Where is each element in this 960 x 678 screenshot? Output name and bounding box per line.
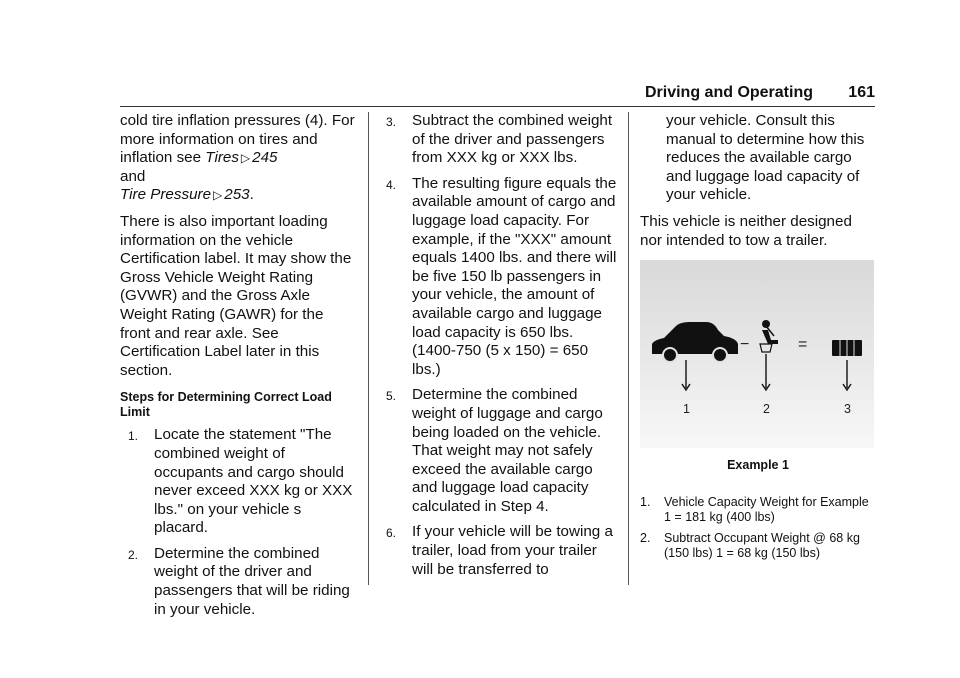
header-rule [120, 106, 875, 107]
list-item [640, 531, 876, 561]
page-ref-253[interactable]: 253 [224, 186, 250, 204]
car-icon [652, 322, 738, 390]
section-title: Driving and Operating [644, 84, 813, 101]
step-text: Determine the combined weight of luggage and cargo being loaded on the vehicle. That weight may not safely exceed the available cargo and luggage load capacity calculated in Step 4. [412, 386, 603, 515]
minus-sign: − [740, 336, 750, 354]
list-text: Subtract Occupant Weight @ 68 kg (150 lbs) 1 = 68 kg (150 lbs) [664, 530, 860, 560]
arrow-circle-icon: ▷ [213, 188, 223, 203]
figure-label: 3 [844, 402, 851, 417]
step-text: Locate the statement "The combined weight of occupants and cargo should never exceed XXX kg or XXX lbs." on your vehicle s placard. [154, 426, 353, 537]
conjunction-text: and [120, 167, 146, 185]
link-tire-pressure[interactable]: Tire Pressure [120, 186, 212, 204]
page-header [120, 84, 875, 104]
list-number: 2. [640, 530, 651, 545]
column-1 [120, 112, 358, 626]
step-continuation: your vehicle. Consult this manual to determine how this reduces the available cargo and luggage load capacity of your vehicle. [666, 112, 865, 204]
page-ref-245[interactable]: 245 [252, 149, 278, 167]
step-text: If your vehicle will be towing a trailer, load from your trailer will be transferred to [412, 523, 613, 578]
figure-label: 2 [763, 402, 770, 417]
column-2 [386, 112, 618, 586]
paragraph-certification: There is also important loading information on the vehicle Certification label. It may show the Gross Vehicle Weight Rating (GVWR) and the Gross Axle Weight Rating (GAWR) for the front and rear axle. See Certification Label later in this section. [120, 212, 352, 379]
column-divider [368, 112, 369, 585]
arrow-circle-icon: ▷ [240, 151, 251, 166]
equals-sign: = [798, 336, 808, 354]
step-item [386, 112, 618, 168]
step-number: 3. [386, 115, 397, 129]
step-item [120, 545, 358, 619]
step-item [386, 386, 618, 516]
step-text: The resulting figure equals the available amount of cargo and luggage load capacity. For example, if the "XXX" amount equals 1400 lbs. and there will be five 150 lb passengers in your vehicle, the amount of available cargo and luggage load capacity is 650 lbs. (1400-750 (5 x 150) = 650 lbs.) [412, 174, 617, 378]
steps-heading: Steps for Determining Correct Load Limit [120, 390, 332, 420]
step-item [386, 523, 618, 579]
paragraph-text: cold tire inflation pressures (4). For more information on tires and inflation see [120, 112, 355, 167]
step-number: 2. [128, 547, 139, 562]
column-divider [628, 112, 629, 585]
column-3 [640, 112, 876, 567]
step-text: Determine the combined weight of the driver and passengers that will be riding in your vehicle. [154, 544, 350, 618]
load-example-figure [640, 260, 874, 448]
step-text: Subtract the combined weight of the driver and passengers from XXX kg or XXX lbs. [412, 112, 613, 167]
figure-illustration [640, 260, 874, 448]
paragraph-tire-info [120, 112, 358, 205]
page-number: 161 [848, 84, 875, 101]
figure-label: 1 [683, 402, 690, 417]
paragraph-towing: This vehicle is neither designed nor intended to tow a trailer. [640, 212, 852, 249]
step-item [120, 426, 358, 538]
link-tires[interactable]: Tires [205, 149, 239, 167]
step-item [386, 175, 618, 380]
list-text: Vehicle Capacity Weight for Example 1 = 181 kg (400 lbs) [664, 494, 869, 524]
list-number: 1. [640, 494, 651, 509]
step-number: 5. [386, 389, 397, 404]
figure-caption: Example 1 [727, 458, 789, 473]
step-number: 1. [128, 429, 139, 444]
step-number: 6. [386, 526, 397, 541]
list-item [640, 495, 876, 525]
period: . [249, 186, 254, 204]
step-number: 4. [386, 177, 397, 192]
cargo-box-icon [832, 340, 862, 390]
seated-person-icon [760, 320, 778, 390]
